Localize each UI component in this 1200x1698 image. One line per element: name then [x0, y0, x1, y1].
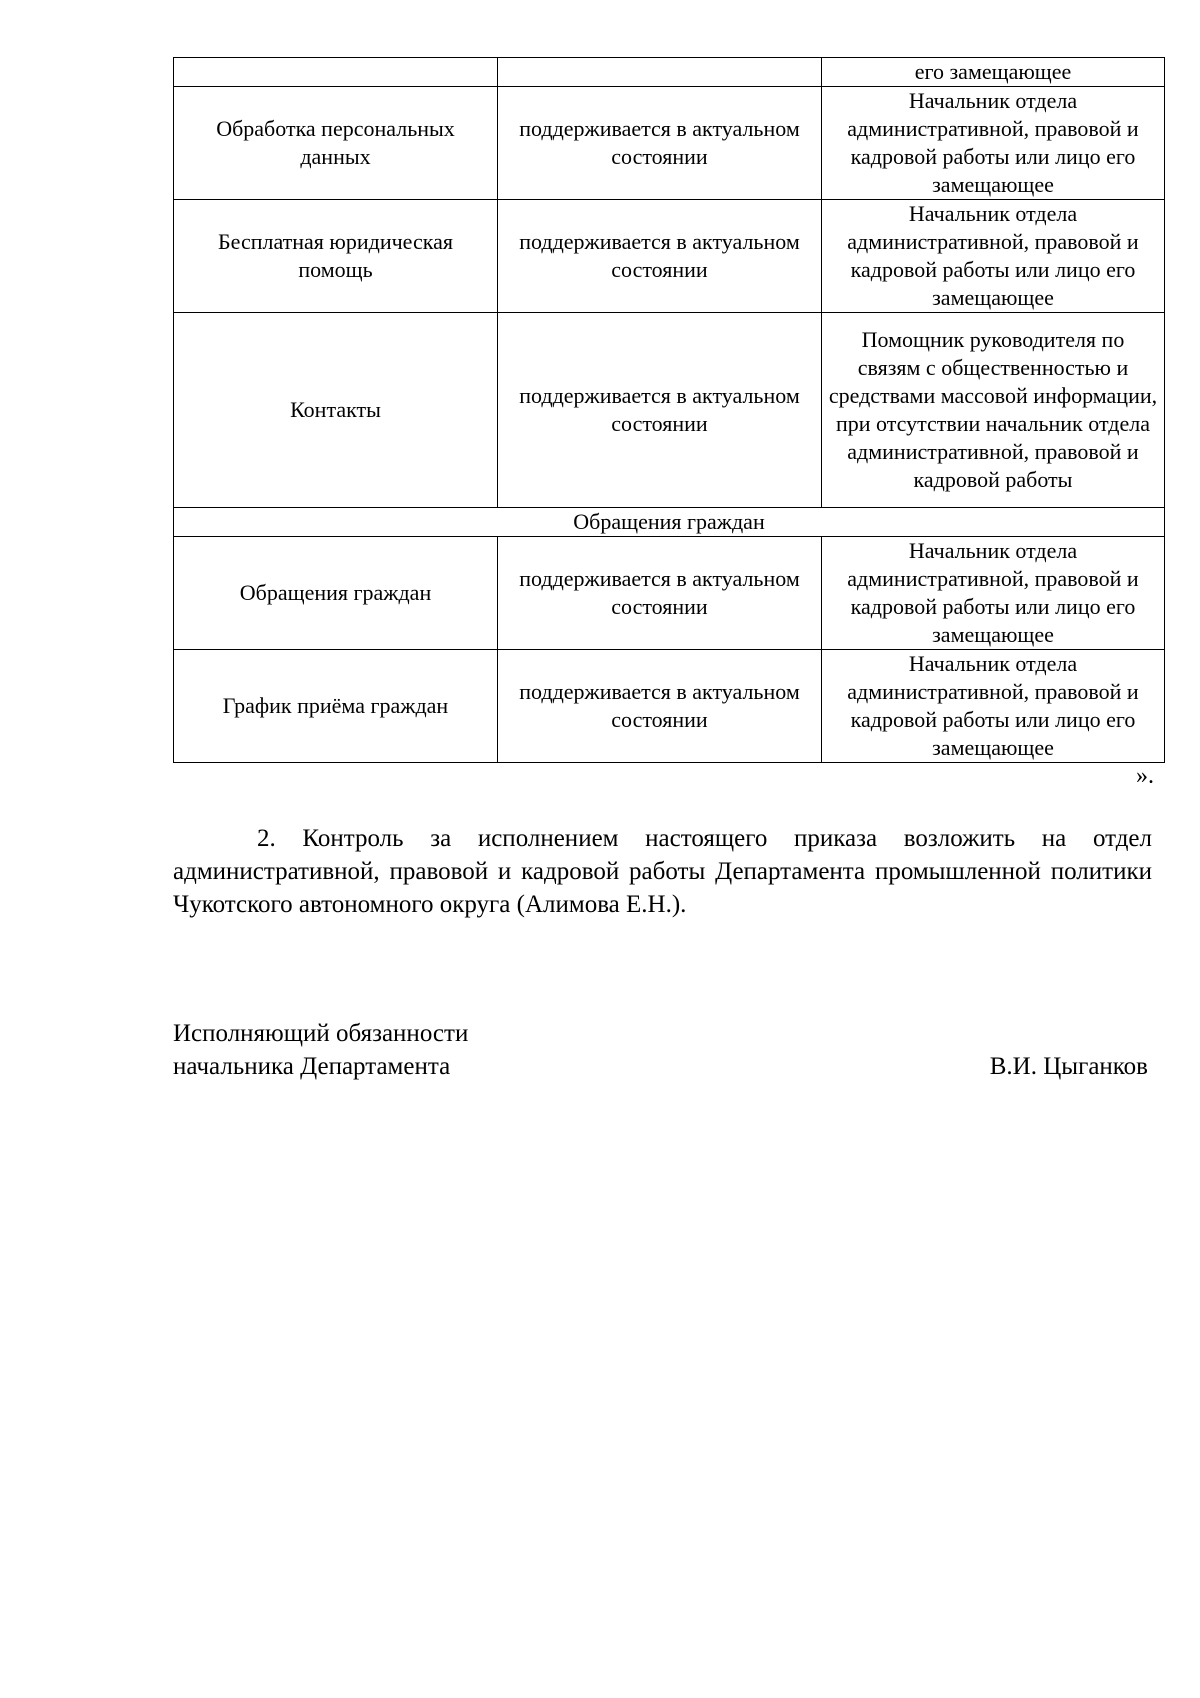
table-row	[174, 313, 1165, 508]
table-cell-responsible: Начальник отдела административной, правовой и кадровой работы или лицо его замещающее	[822, 200, 1165, 313]
table-cell-section: График приёма граждан	[174, 650, 498, 763]
responsibility-table	[173, 57, 1165, 763]
table-cell-status: поддерживается в актуальном состоянии	[498, 313, 822, 508]
table-cell-responsible: Помощник руководителя по связям с общественностью и средствами массовой информации, при отсутствии начальник отдела административной, правовой и кадровой работы	[822, 313, 1165, 508]
table-cell-responsible: Начальник отдела административной, правовой и кадровой работы или лицо его замещающее	[822, 537, 1165, 650]
table-cell-status: поддерживается в актуальном состоянии	[498, 200, 822, 313]
table-cell-section: Контакты	[174, 313, 498, 508]
table-cell-status: поддерживается в актуальном состоянии	[498, 87, 822, 200]
table-cell-section	[174, 58, 498, 87]
table-cell-responsible: Начальник отдела административной, правовой и кадровой работы или лицо его замещающее	[822, 650, 1165, 763]
table-row	[174, 650, 1165, 763]
table-cell-section: Обращения граждан	[174, 537, 498, 650]
table-row	[174, 537, 1165, 650]
closing-quote-mark: ».	[1136, 763, 1154, 789]
table-cell-status: поддерживается в актуальном состоянии	[498, 537, 822, 650]
table-cell-responsible: Начальник отдела административной, правовой и кадровой работы или лицо его замещающее	[822, 87, 1165, 200]
signatory-name: В.И. Цыганков	[989, 1053, 1148, 1080]
table-row	[174, 87, 1165, 200]
table-row	[174, 58, 1165, 87]
table-row	[174, 200, 1165, 313]
table-cell-status: поддерживается в актуальном состоянии	[498, 650, 822, 763]
table-cell-status	[498, 58, 822, 87]
table-section-header: Обращения граждан	[174, 508, 1165, 537]
table-cell-section: Бесплатная юридическая помощь	[174, 200, 498, 313]
table-cell-section: Обработка персональных данных	[174, 87, 498, 200]
signature-position-line-1: Исполняющий обязанности	[173, 1020, 469, 1047]
table-cell-responsible: его замещающее	[822, 58, 1165, 87]
table-section-header-row	[174, 508, 1165, 537]
signature-position-line-2: начальника Департамента	[173, 1053, 451, 1080]
signature-position	[173, 1017, 468, 1083]
paragraph-control-clause: 2. Контроль за исполнением настоящего приказа возложить на отдел административной, правовой и кадровой работы Департамента промышленной политики Чукотского автономного округа (Алимова Е.Н.).	[173, 825, 1152, 918]
